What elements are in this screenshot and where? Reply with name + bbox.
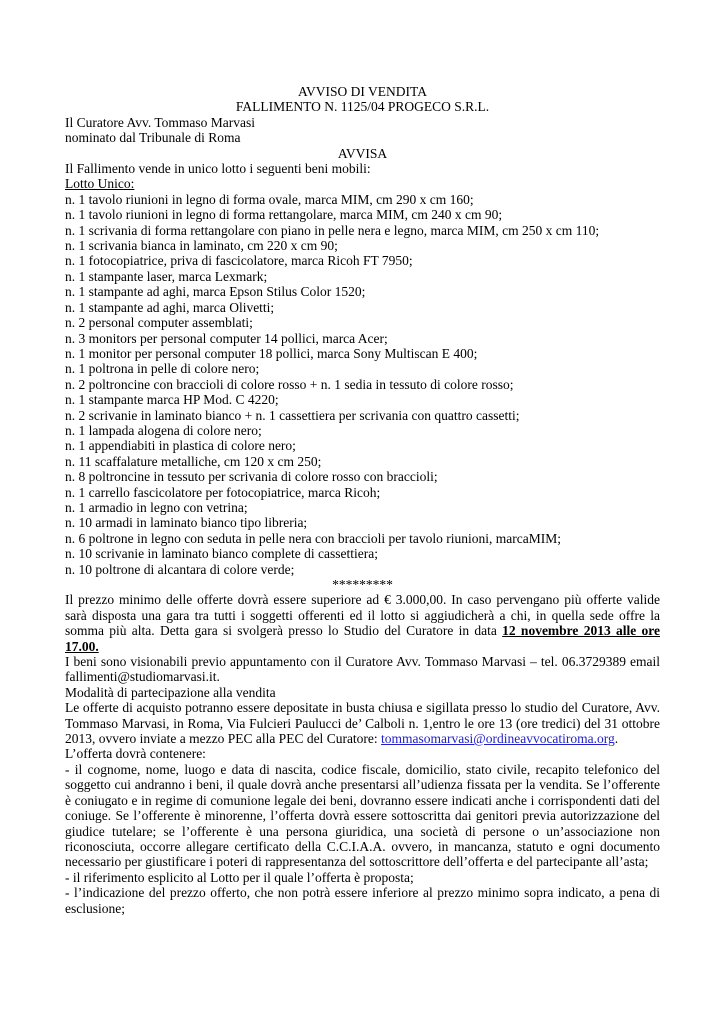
curator-appointment-line: nominato dal Tribunale di Roma bbox=[65, 130, 241, 146]
offers-paragraph-period: . bbox=[614, 731, 619, 747]
lot-item-line: n. 1 monitor per personal computer 18 pollici, marca Sony Multiscan E 400; bbox=[65, 345, 478, 361]
lot-items-list bbox=[65, 192, 660, 577]
offer-requirement-identity: - il cognome, nome, luogo e data di nascita, codice fiscale, domicilio, stato civile, recapito telefonico del soggetto cui andranno i beni, il quale dovrà anche presentarsi all’udienza fissata per la vendita. Se l’offerente è coniugato e in regime di comunione legale dei beni, dovranno essere indicati anche i corrispondenti dati del coniuge. Se l’offerente è minorenne, l’offerta dovrà essere sottoscritta dai genitori previa autorizzazione del giudice tutelare; se l’offerente è una persona giuridica, una società di persone o un’associazione non riconosciuta, occorre allegare certificato della C.C.I.A.A. ovvero, in mancanza, statuto e ogni documento necessario per giustificare i poteri di rappresentanza del sottoscrittore dell’offerta e del partecipante all’asta; bbox=[65, 761, 660, 870]
lot-item-line: n. 8 poltroncine in tessuto per scrivania di colore rosso con braccioli; bbox=[65, 469, 438, 485]
auction-date: 12 novembre 2013 alle ore 17.00. bbox=[65, 623, 660, 654]
offers-paragraph bbox=[65, 700, 660, 746]
lot-item-line: n. 1 lampada alogena di colore nero; bbox=[65, 422, 262, 438]
offer-requirement-lot-reference: - il riferimento esplicito al Lotto per il quale l’offerta è proposta; bbox=[65, 869, 414, 885]
offer-requirement-price: - l’indicazione del prezzo offerto, che non potrà essere inferiore al prezzo minimo sopra indicato, a pena di esclusione; bbox=[65, 885, 660, 916]
separator-stars: ********* bbox=[332, 577, 393, 592]
lot-item-line: n. 1 carrello fascicolatore per fotocopiatrice, marca Ricoh; bbox=[65, 484, 381, 500]
modalita-heading: Modalità di partecipazione alla vendita bbox=[65, 684, 276, 700]
lot-item-line: n. 1 stampante ad aghi, marca Epson Stilus Color 1520; bbox=[65, 284, 366, 300]
lot-item-line: n. 10 armadi in laminato bianco tipo libreria; bbox=[65, 515, 308, 531]
lot-item-line: n. 6 poltrone in legno con seduta in pelle nera con braccioli per tavolo riunioni, marcaMIM; bbox=[65, 530, 561, 546]
curator-name-line: Il Curatore Avv. Tommaso Marvasi bbox=[65, 114, 256, 130]
lot-item-line: n. 2 personal computer assemblati; bbox=[65, 315, 253, 331]
announce-word: AVVISA bbox=[337, 145, 388, 161]
lot-item-line: n. 2 poltroncine con braccioli di colore rosso + n. 1 sedia in tessuto di colore rosso; bbox=[65, 376, 514, 392]
lot-item-line: n. 1 tavolo riunioni in legno di forma ovale, marca MIM, cm 290 x cm 160; bbox=[65, 191, 474, 207]
price-paragraph bbox=[65, 592, 660, 654]
lot-item-line: n. 1 scrivania di forma rettangolare con piano in pelle nera e legno, marca MIM, cm 250 x cm 110; bbox=[65, 222, 600, 238]
lot-item-line: n. 1 stampante ad aghi, marca Olivetti; bbox=[65, 299, 275, 315]
pec-email-link[interactable]: tommasomarvasi@ordineavvocatiroma.org bbox=[381, 731, 615, 747]
offers-paragraph-text: Le offerte di acquisto potranno essere depositate in busta chiusa e sigillata presso lo studio del Curatore, Avv. Tommaso Marvasi, in Roma, Via Fulcieri Paulucci de’ Calboli n. 1,entro le ore 13 (ore tredici) del 31 ottobre 2013, ovvero inviate a mezzo PEC alla PEC del Curatore: bbox=[65, 700, 660, 747]
offer-contents-heading: L’offerta dovrà contenere: bbox=[65, 746, 206, 762]
lot-item-line: n. 1 tavolo riunioni in legno di forma rettangolare, marca MIM, cm 240 x cm 90; bbox=[65, 207, 503, 223]
lot-item-line: n. 1 armadio in legno con vetrina; bbox=[65, 499, 248, 515]
lot-item-line: n. 11 scaffalature metalliche, cm 120 x cm 250; bbox=[65, 453, 322, 469]
page-title: AVVISO DI VENDITA bbox=[298, 84, 427, 99]
lot-item-line: n. 2 scrivanie in laminato bianco + n. 1 cassettiera per scrivania con quattro cassetti; bbox=[65, 407, 520, 423]
lot-item-line: n. 1 fotocopiatrice, priva di fascicolatore, marca Ricoh FT 7950; bbox=[65, 253, 413, 269]
lot-item-line: n. 10 scrivanie in laminato bianco complete di cassettiera; bbox=[65, 546, 379, 562]
case-title: FALLIMENTO N. 1125/04 PROGECO S.R.L. bbox=[235, 99, 490, 115]
lot-item-line: n. 1 stampante marca HP Mod. C 4220; bbox=[65, 392, 279, 408]
intro-line: Il Fallimento vende in unico lotto i seguenti beni mobili: bbox=[65, 161, 371, 177]
price-paragraph-text: Il prezzo minimo delle offerte dovrà essere superiore ad € 3.000,00. In caso pervengano più offerte valide sarà disposta una gara tra tutti i soggetti offerenti ed il lotto si aggiudicherà a chi, in quella sede offre la somma più alta. Detta gara si svolgerà presso lo Studio del Curatore in data bbox=[65, 592, 660, 639]
lot-heading-label: Lotto Unico: bbox=[65, 176, 135, 192]
viewing-paragraph: I beni sono visionabili previo appuntamento con il Curatore Avv. Tommaso Marvasi – tel. 06.3729389 email fallimenti@studiomarvasi.it. bbox=[65, 654, 660, 685]
lot-item-line: n. 3 monitors per personal computer 14 pollici, marca Acer; bbox=[65, 330, 388, 346]
lot-item-line: n. 10 poltrone di alcantara di colore verde; bbox=[65, 561, 295, 577]
lot-item-line: n. 1 appendiabiti in plastica di colore nero; bbox=[65, 438, 296, 454]
lot-item-line: n. 1 poltrona in pelle di colore nero; bbox=[65, 361, 260, 377]
lot-item-line: n. 1 scrivania bianca in laminato, cm 220 x cm 90; bbox=[65, 238, 338, 254]
lot-heading bbox=[65, 176, 660, 191]
lot-item-line: n. 1 stampante laser, marca Lexmark; bbox=[65, 268, 268, 284]
